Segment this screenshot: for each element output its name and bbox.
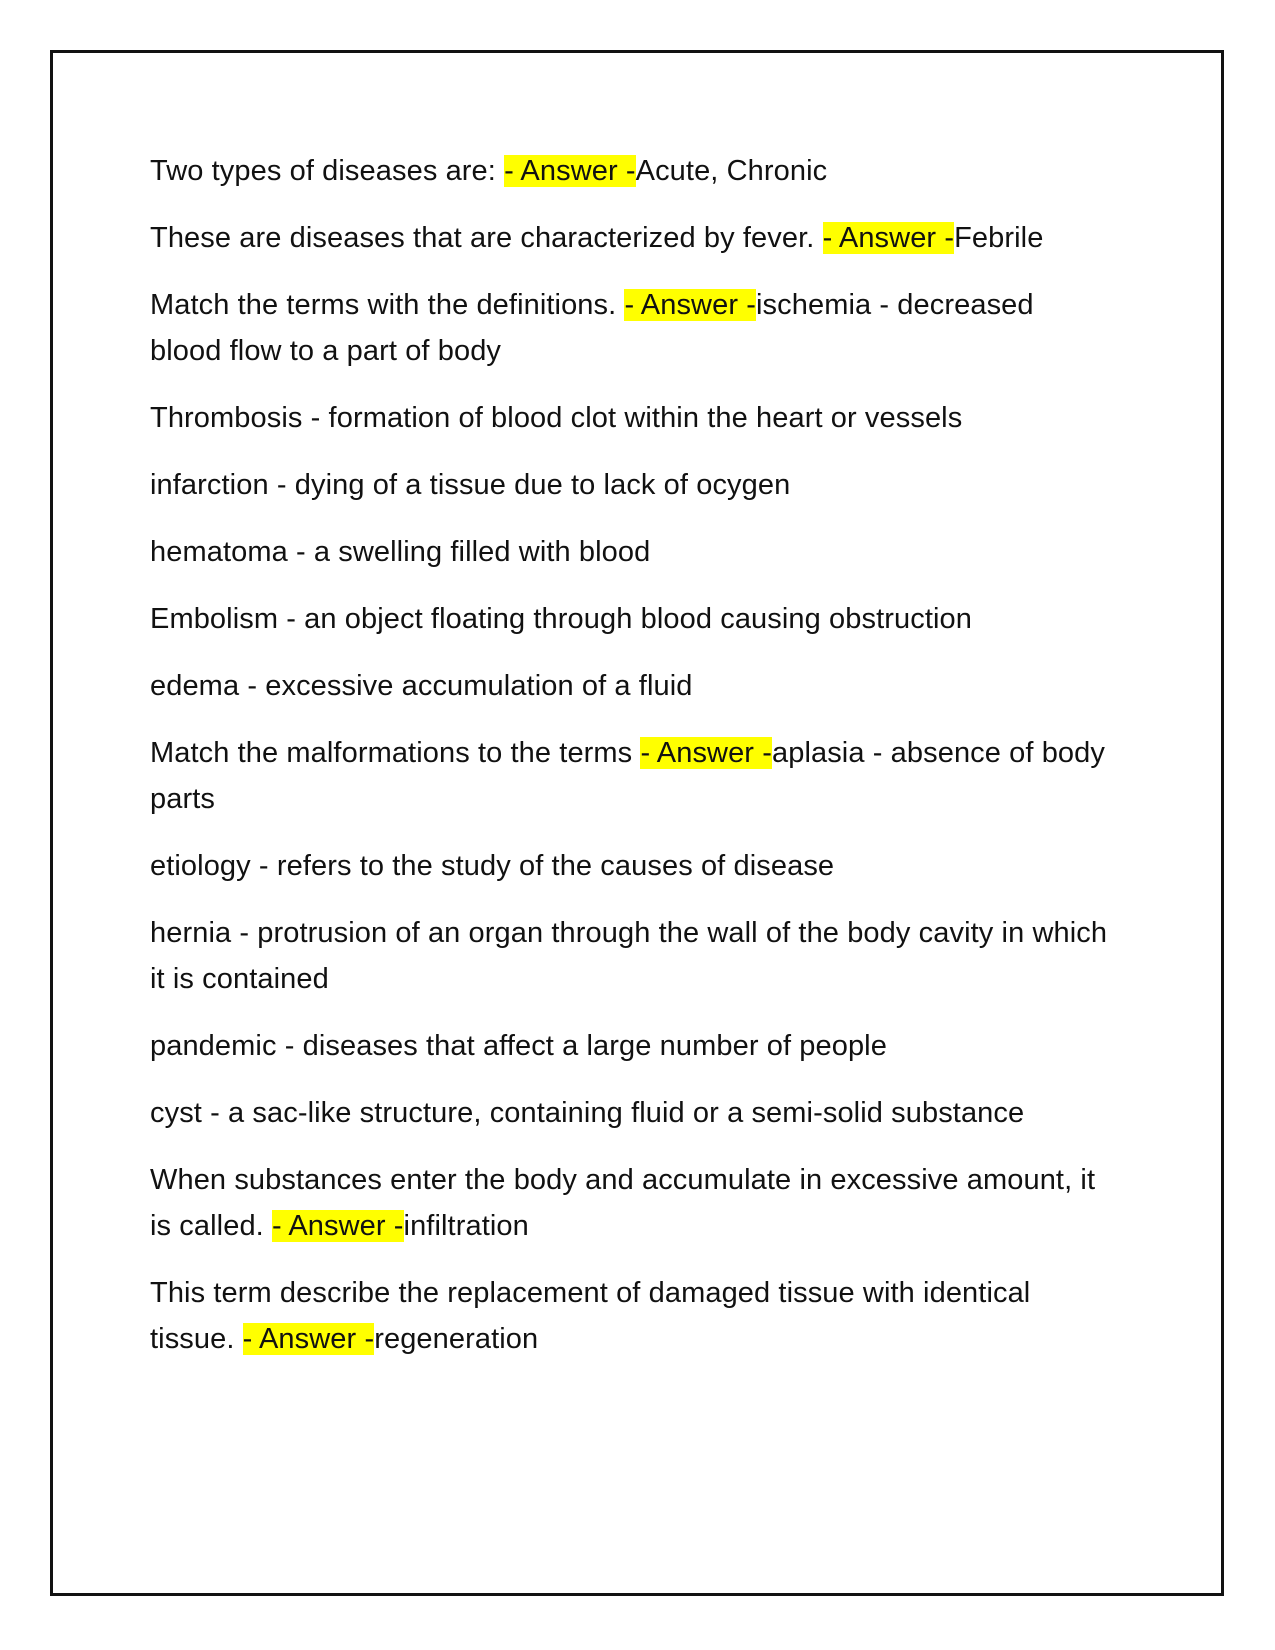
question-text: Match the malformations to the terms	[150, 737, 641, 769]
term-definition: pandemic - diseases that affect a large number of people	[150, 1030, 887, 1062]
answer-label: - Answer -	[272, 1210, 404, 1242]
answer-label: - Answer -	[504, 155, 636, 187]
term-definition: edema - excessive accumulation of a fluid	[150, 670, 693, 702]
question-text: Two types of diseases are:	[150, 155, 505, 187]
term-definition: infarction - dying of a tissue due to lack of ocygen	[150, 469, 791, 501]
term-definition: hematoma - a swelling filled with blood	[150, 536, 651, 568]
question-text: This term describe the replacement of damaged tissue with identical tissue.	[150, 1277, 1031, 1355]
answer-text: aplasia - absence of body parts	[150, 737, 1105, 815]
term-definition: Thrombosis - formation of blood clot within the heart or vessels	[150, 402, 963, 434]
question-text: Match the terms with the definitions.	[150, 289, 625, 321]
qa-item	[150, 730, 1110, 822]
answer-text: infiltration	[403, 1210, 529, 1242]
question-text: These are diseases that are characterized by fever.	[150, 222, 823, 254]
term-definition: hernia - protrusion of an organ through the wall of the body cavity in which it is contained	[150, 917, 1108, 995]
qa-item	[150, 282, 1110, 374]
answer-label: - Answer -	[624, 289, 756, 321]
answer-text: Acute, Chronic	[635, 155, 828, 187]
answer-text: Febrile	[954, 222, 1044, 254]
qa-item	[150, 1270, 1110, 1362]
answer-label: - Answer -	[640, 737, 772, 769]
term-definition: etiology - refers to the study of the causes of disease	[150, 850, 835, 882]
term-definition: Embolism - an object floating through blood causing obstruction	[150, 603, 972, 635]
qa-item	[150, 215, 1110, 261]
question-text: When substances enter the body and accumulate in excessive amount, it is called.	[150, 1164, 1096, 1242]
answer-label: - Answer -	[822, 222, 955, 254]
qa-item	[150, 148, 1110, 194]
qa-item	[150, 1157, 1110, 1249]
term-definition: cyst - a sac-like structure, containing fluid or a semi-solid substance	[150, 1097, 1025, 1129]
answer-text: ischemia - decreased blood flow to a part of body	[150, 289, 1034, 367]
answer-text: regeneration	[374, 1323, 539, 1355]
answer-label: - Answer -	[242, 1323, 375, 1355]
document-body	[150, 148, 1110, 1383]
